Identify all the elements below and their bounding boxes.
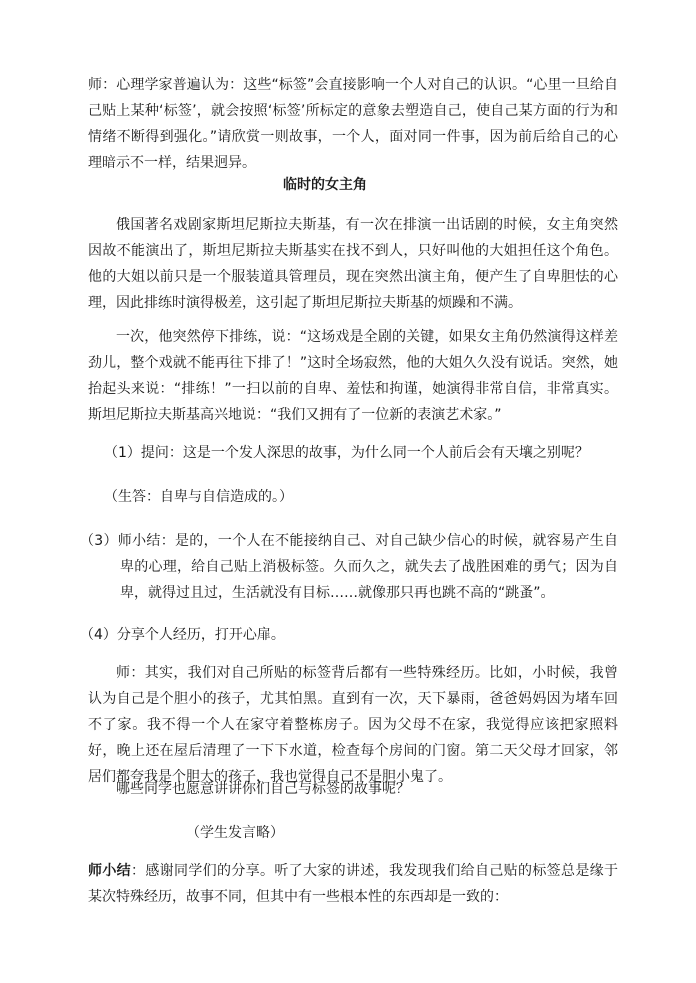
- story-title: 临时的女主角: [283, 177, 367, 193]
- paragraph-story-2: 一次，他突然停下排练，说：“这场戏是全剧的关键，如果女主角仍然演得这样差劲儿，整个戏就不能再往下排了！”这时全场寂然，他的大姐久久没有说话。突然，她抬起头来说：“排练！”一扫以前的自卑、羞怯和拘谨，她演得非常自信，非常真实。斯坦尼斯拉夫斯基高兴地说：“我们又拥有了一位新的表演艺术家。”: [88, 329, 618, 423]
- paragraph-story-1: 俄国著名戏剧家斯坦尼斯拉夫斯基，有一次在排演一出话剧的时候，女主角突然因故不能演出了，斯坦尼斯拉夫斯基实在找不到人，只好叫他的大姐担任这个角色。他的大姐以前只是一个服装道具管理员，现在突然出演主角，便产生了自卑胆怯的心理，因此排练时演得极差，这引起了斯坦尼斯拉夫斯基的烦躁和不满。: [88, 217, 618, 311]
- step-4: （4）分享个人经历，打开心扉。: [80, 627, 285, 643]
- question-2: 哪些同学也愿意讲讲你们自己与标签的故事呢？: [116, 781, 410, 797]
- question-1: （1）提问：这是一个发人深思的故事，为什么同一个人前后会有天壤之别呢？: [104, 445, 589, 461]
- summary-5: [88, 858, 618, 910]
- summary-3: （3）师小结：是的，一个人在不能接纳自己、对自己缺少信心的时候，就容易产生自卑的心理，给自己贴上消极标签。久而久之，就失去了战胜困难的勇气；因为自卑，就得过且过，生活就没有目标……就像那只再也跳不高的“跳蚤”。: [80, 533, 618, 601]
- answer-1: （生答：自卑与自信造成的。）: [104, 489, 293, 505]
- paragraph-intro: 师：心理学家普遍认为：这些“标签”会直接影响一个人对自己的认识。“心里一旦给自己贴上某种‘标签’，就会按照‘标签’所标定的意象去塑造自己，使自己某方面的行为和情绪不断得到强化。”请欣赏一则故事，一个人，面对同一件事，因为前后给自己的心理暗示不一样，结果迥异。: [88, 77, 618, 171]
- summary-5-label: 师小结: [88, 863, 131, 879]
- summary-5-text: ：感谢同学们的分享。听了大家的讲述，我发现我们给自己贴的标签总是缘于某次特殊经历，故事不同，但其中有一些根本性的东西却是一致的：: [88, 863, 618, 905]
- answer-2: （学生发言略）: [186, 825, 284, 841]
- paragraph-experience: 师：其实，我们对自己所贴的标签背后都有一些特殊经历。比如，小时候，我曾认为自己是个胆小的孩子，尤其怕黑。直到有一次，天下暴雨，爸爸妈妈因为堵车回不了家。我不得一个人在家守着整栋房子。因为父母不在家，我觉得应该把家照料好，晚上还在屋后清理了一下下水道，检查每个房间的门窗。第二天父母才回家，邻居们都夸我是个胆大的孩子，我也觉得自己不是胆小鬼了。: [88, 665, 618, 785]
